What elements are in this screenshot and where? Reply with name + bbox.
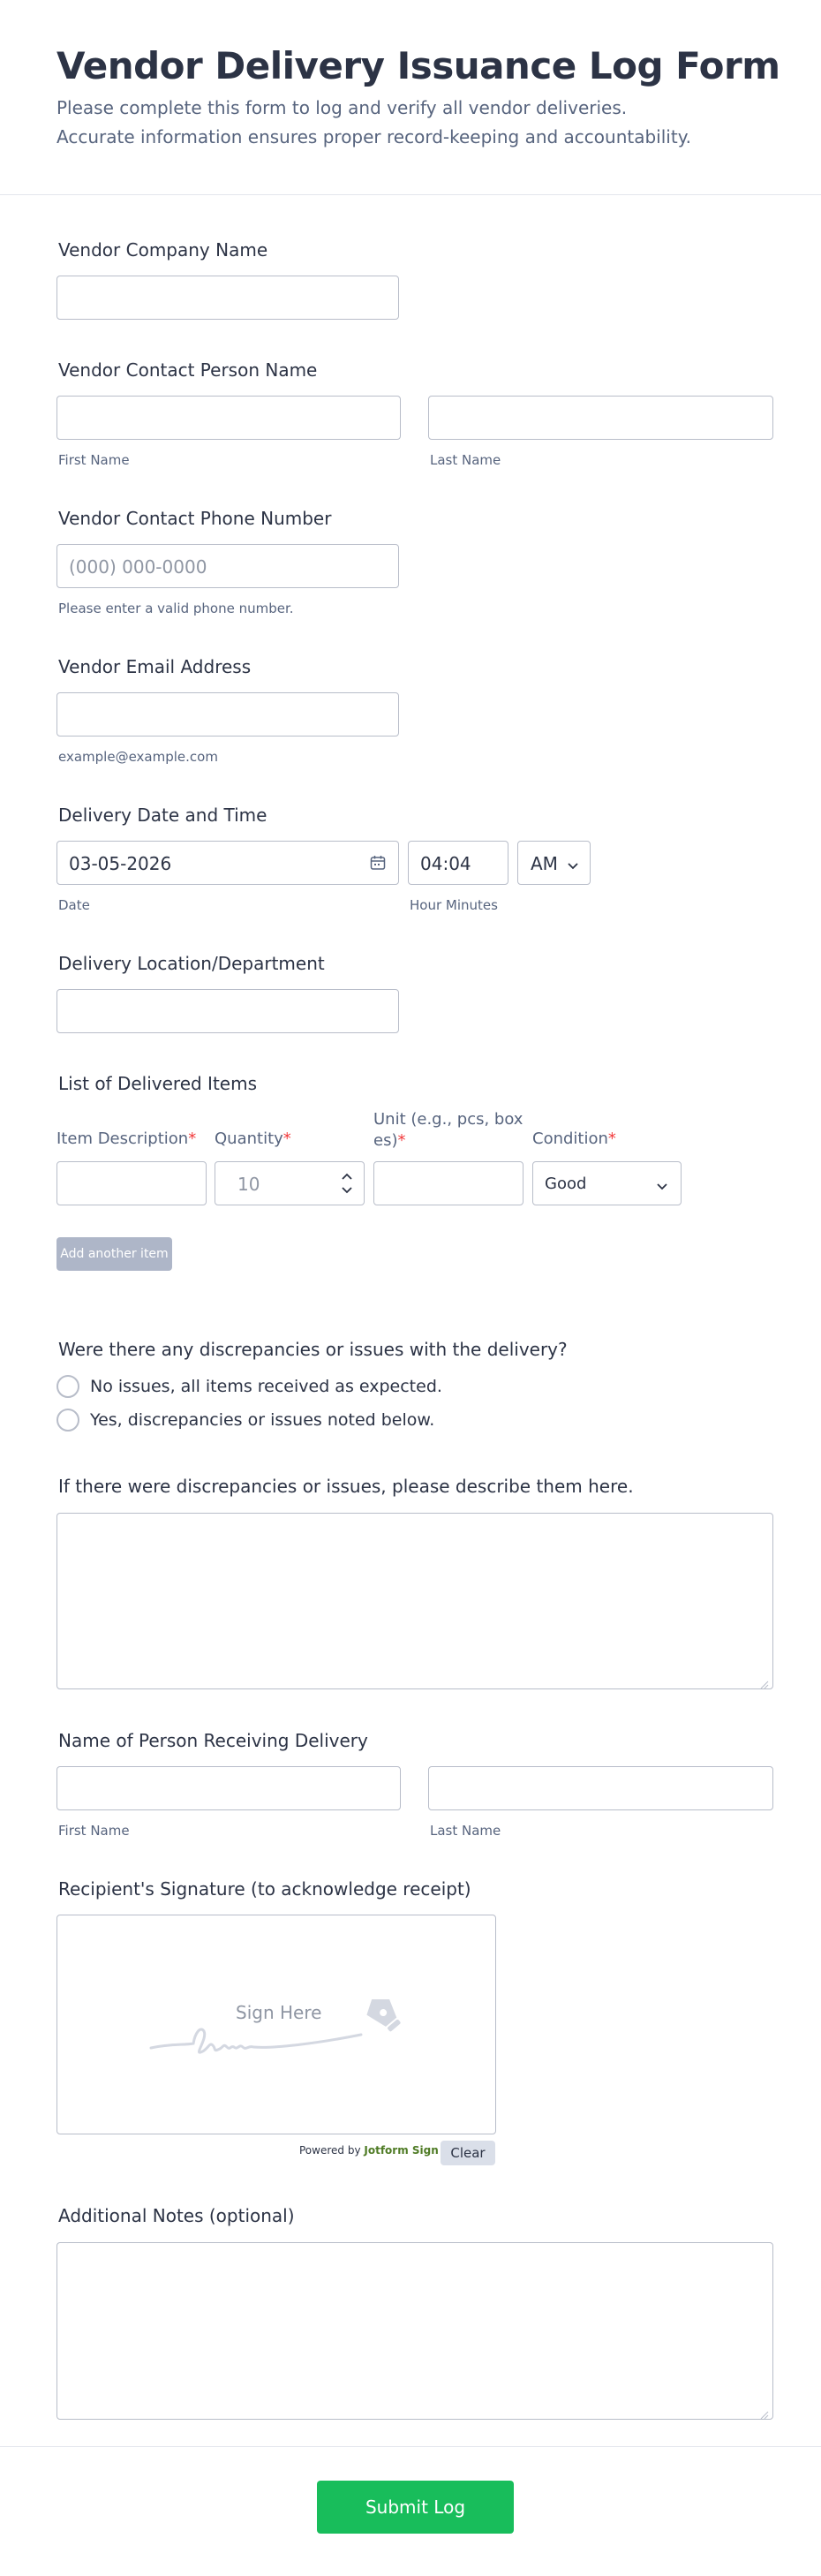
chevron-down-icon — [656, 1178, 668, 1195]
phone-sublabel: Please enter a valid phone number. — [58, 601, 294, 616]
col-unit: Unit (e.g., pcs, box es)* — [373, 1110, 523, 1150]
contact-first-name-sublabel: First Name — [58, 452, 130, 468]
item-description-input[interactable] — [56, 1161, 207, 1205]
col-description: Item Description* — [56, 1129, 197, 1148]
ampm-select[interactable] — [517, 841, 591, 885]
radio-button[interactable] — [56, 1409, 79, 1432]
location-label: Delivery Location/Department — [58, 953, 325, 974]
time-sublabel: Hour Minutes — [410, 897, 498, 913]
phone-label: Vendor Contact Phone Number — [58, 508, 332, 529]
email-sublabel: example@example.com — [58, 749, 218, 765]
resize-handle-icon[interactable] — [760, 2406, 769, 2415]
col-condition: Condition* — [532, 1129, 616, 1148]
receiver-first-name-input[interactable] — [56, 1766, 401, 1810]
issues-description-label: If there were discrepancies or issues, please describe them here. — [58, 1476, 634, 1497]
ampm-value: AM — [531, 853, 558, 874]
clear-signature-button[interactable]: Clear — [441, 2141, 495, 2165]
page-subtitle: Please complete this form to log and verify all vendor deliveries. Accurate information ensures proper record-keeping and accountability. — [56, 97, 692, 147]
time-input[interactable] — [408, 841, 508, 885]
condition-value: Good — [545, 1175, 587, 1193]
date-sublabel: Date — [58, 897, 90, 913]
page-title: Vendor Delivery Issuance Log Form — [56, 44, 780, 87]
radio-button[interactable] — [56, 1375, 79, 1398]
discrepancies-label: Were there any discrepancies or issues with the delivery? — [58, 1339, 568, 1360]
form-header — [0, 0, 821, 195]
receiver-label: Name of Person Receiving Delivery — [58, 1730, 368, 1751]
items-label: List of Delivered Items — [58, 1073, 257, 1094]
unit-input[interactable] — [373, 1161, 523, 1205]
signature-scribble-icon — [149, 1999, 414, 2066]
quantity-placeholder: 10 — [237, 1174, 260, 1195]
email-input[interactable] — [56, 692, 399, 737]
receiver-last-name-input[interactable] — [428, 1766, 773, 1810]
resize-handle-icon[interactable] — [760, 1676, 769, 1685]
add-item-button[interactable]: Add another item — [56, 1237, 172, 1271]
vendor-company-label: Vendor Company Name — [58, 239, 268, 261]
signature-pad[interactable] — [56, 1915, 496, 2134]
quantity-stepper[interactable] — [215, 1161, 365, 1205]
delivery-datetime-label: Delivery Date and Time — [58, 805, 267, 826]
phone-placeholder: (000) 000-0000 — [69, 556, 207, 578]
date-value: 03-05-2026 — [69, 853, 172, 874]
signature-label: Recipient's Signature (to acknowledge receipt) — [58, 1878, 471, 1900]
location-input[interactable] — [56, 989, 399, 1033]
contact-last-name-sublabel: Last Name — [430, 452, 501, 468]
receiver-first-name-sublabel: First Name — [58, 1823, 130, 1839]
contact-last-name-input[interactable] — [428, 396, 773, 440]
col-quantity: Quantity* — [215, 1129, 291, 1148]
sign-here-placeholder: Sign Here — [236, 2002, 322, 2023]
phone-input[interactable] — [56, 544, 399, 588]
date-input[interactable] — [56, 841, 399, 885]
time-value: 04:04 — [420, 853, 471, 874]
spinner-icon[interactable] — [341, 1171, 353, 1199]
contact-first-name-input[interactable] — [56, 396, 401, 440]
calendar-icon[interactable] — [370, 855, 386, 871]
condition-select[interactable] — [532, 1161, 682, 1205]
notes-textarea[interactable] — [56, 2242, 773, 2420]
email-label: Vendor Email Address — [58, 656, 252, 677]
powered-by-text: Powered by Jotform Sign — [299, 2144, 439, 2157]
jotform-sign-brand: Jotform Sign — [364, 2144, 439, 2157]
notes-label: Additional Notes (optional) — [58, 2205, 295, 2226]
chevron-down-icon — [567, 857, 579, 874]
form-footer — [0, 2446, 821, 2576]
issues-description-textarea[interactable] — [56, 1513, 773, 1689]
contact-person-label: Vendor Contact Person Name — [58, 359, 318, 381]
submit-button[interactable]: Submit Log — [317, 2481, 514, 2534]
vendor-company-input[interactable] — [56, 276, 399, 320]
receiver-last-name-sublabel: Last Name — [430, 1823, 501, 1839]
